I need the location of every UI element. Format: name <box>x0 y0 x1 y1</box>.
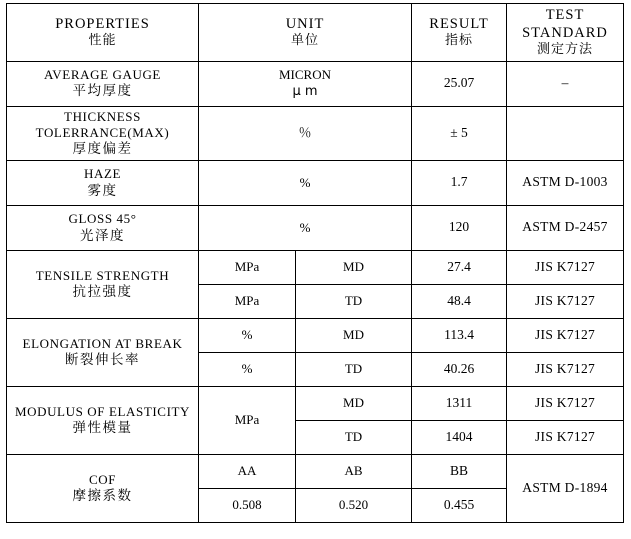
row-result-tensile-md: 27.4 <box>412 250 507 284</box>
row-direction-elongation-md: MD <box>296 318 412 352</box>
row-property-gloss <box>7 205 199 250</box>
spec-sheet <box>0 3 631 539</box>
row-standard-elongation-td: JIS K7127 <box>507 352 624 386</box>
row-property-thickness-tolerance <box>7 106 199 160</box>
row-unit-thickness-tolerance <box>199 106 412 160</box>
table-header <box>7 4 624 62</box>
row-unit-tensile-md: MPa <box>199 250 296 284</box>
row-result-tensile-td: 48.4 <box>412 284 507 318</box>
property-cn: 光泽度 <box>80 227 125 244</box>
property-cn: 摩擦系数 <box>72 488 133 505</box>
property-en: MODULUS OF ELASTICITY <box>14 403 191 419</box>
specifications-table <box>6 3 624 523</box>
row-result-thickness-tolerance: ± 5 <box>412 106 507 160</box>
table-row <box>7 61 624 106</box>
row-standard-modulus-md: JIS K7127 <box>507 386 624 420</box>
unit-line2: μ m <box>292 83 318 99</box>
property-en: THICKNESS TOLERRANCE(MAX) <box>35 108 170 140</box>
column-header-properties <box>7 4 199 62</box>
row-cof-value-bb: 0.455 <box>412 488 507 522</box>
column-header-result-en: RESULT <box>429 16 489 33</box>
table-body <box>7 61 624 522</box>
row-cof-label-ab: AB <box>296 454 412 488</box>
property-en: AVERAGE GAUGE <box>44 66 161 82</box>
row-cof-value-aa: 0.508 <box>199 488 296 522</box>
row-unit-gloss <box>199 205 412 250</box>
column-header-test-standard-en: TEST STANDARD <box>522 7 608 42</box>
unit-line1: % <box>299 219 311 235</box>
property-en: COF <box>88 471 117 487</box>
row-standard-gloss: ASTM D-2457 <box>507 205 624 250</box>
table-row <box>7 386 624 420</box>
column-header-unit-en: UNIT <box>285 16 325 33</box>
row-unit-haze <box>199 160 412 205</box>
row-result-haze: 1.7 <box>412 160 507 205</box>
row-result-elongation-md: 113.4 <box>412 318 507 352</box>
row-property-average-gauge <box>7 61 199 106</box>
column-header-result <box>412 4 507 62</box>
row-property-haze <box>7 160 199 205</box>
row-standard-modulus-td: JIS K7127 <box>507 420 624 454</box>
property-en: GLOSS 45° <box>68 211 137 227</box>
column-header-properties-en: PROPERTIES <box>55 16 150 33</box>
row-result-gloss: 120 <box>412 205 507 250</box>
row-standard-cof: ASTM D-1894 <box>507 454 624 522</box>
column-header-unit <box>199 4 412 62</box>
column-header-test-standard <box>507 4 624 62</box>
row-property-tensile-strength <box>7 250 199 318</box>
table-row <box>7 318 624 352</box>
unit-line1: % <box>299 174 311 190</box>
unit-line1: MICRON <box>279 67 332 83</box>
row-cof-label-aa: AA <box>199 454 296 488</box>
table-header-row <box>7 4 624 62</box>
row-cof-label-bb: BB <box>412 454 507 488</box>
row-standard-tensile-md: JIS K7127 <box>507 250 624 284</box>
column-header-properties-cn: 性能 <box>88 33 117 49</box>
property-en: ELONGATION AT BREAK <box>22 335 183 351</box>
row-result-modulus-td: 1404 <box>412 420 507 454</box>
table-row <box>7 106 624 160</box>
row-direction-modulus-md: MD <box>296 386 412 420</box>
property-cn: 弹性模量 <box>72 420 133 437</box>
table-row <box>7 160 624 205</box>
row-direction-tensile-td: TD <box>296 284 412 318</box>
property-cn: 厚度偏差 <box>72 141 133 157</box>
row-unit-tensile-td: MPa <box>199 284 296 318</box>
property-en: HAZE <box>83 166 122 182</box>
row-property-modulus-of-elasticity <box>7 386 199 454</box>
row-standard-elongation-md: JIS K7127 <box>507 318 624 352</box>
row-cof-value-ab: 0.520 <box>296 488 412 522</box>
column-header-test-standard-cn: 测定方法 <box>537 42 594 58</box>
property-cn: 雾度 <box>87 182 118 199</box>
table-row <box>7 250 624 284</box>
row-unit-elongation-md: % <box>199 318 296 352</box>
column-header-unit-cn: 单位 <box>291 33 320 49</box>
row-standard-tensile-td: JIS K7127 <box>507 284 624 318</box>
unit-line1: ％ <box>298 125 312 141</box>
row-direction-elongation-td: TD <box>296 352 412 386</box>
row-property-cof <box>7 454 199 522</box>
row-standard-thickness-tolerance <box>507 106 624 160</box>
table-row <box>7 454 624 488</box>
column-header-result-cn: 指标 <box>445 33 474 49</box>
row-direction-modulus-td: TD <box>296 420 412 454</box>
row-direction-tensile-md: MD <box>296 250 412 284</box>
property-en: TENSILE STRENGTH <box>35 267 170 283</box>
row-standard-average-gauge: – <box>507 61 624 106</box>
table-row <box>7 205 624 250</box>
property-cn: 抗拉强度 <box>72 284 133 301</box>
property-cn: 断裂伸长率 <box>65 352 140 369</box>
row-standard-haze: ASTM D-1003 <box>507 160 624 205</box>
row-property-elongation-at-break <box>7 318 199 386</box>
row-unit-average-gauge <box>199 61 412 106</box>
row-unit-modulus: MPa <box>199 386 296 454</box>
row-result-elongation-td: 40.26 <box>412 352 507 386</box>
row-result-average-gauge: 25.07 <box>412 61 507 106</box>
row-unit-elongation-td: % <box>199 352 296 386</box>
property-cn: 平均厚度 <box>72 83 133 100</box>
row-result-modulus-md: 1311 <box>412 386 507 420</box>
